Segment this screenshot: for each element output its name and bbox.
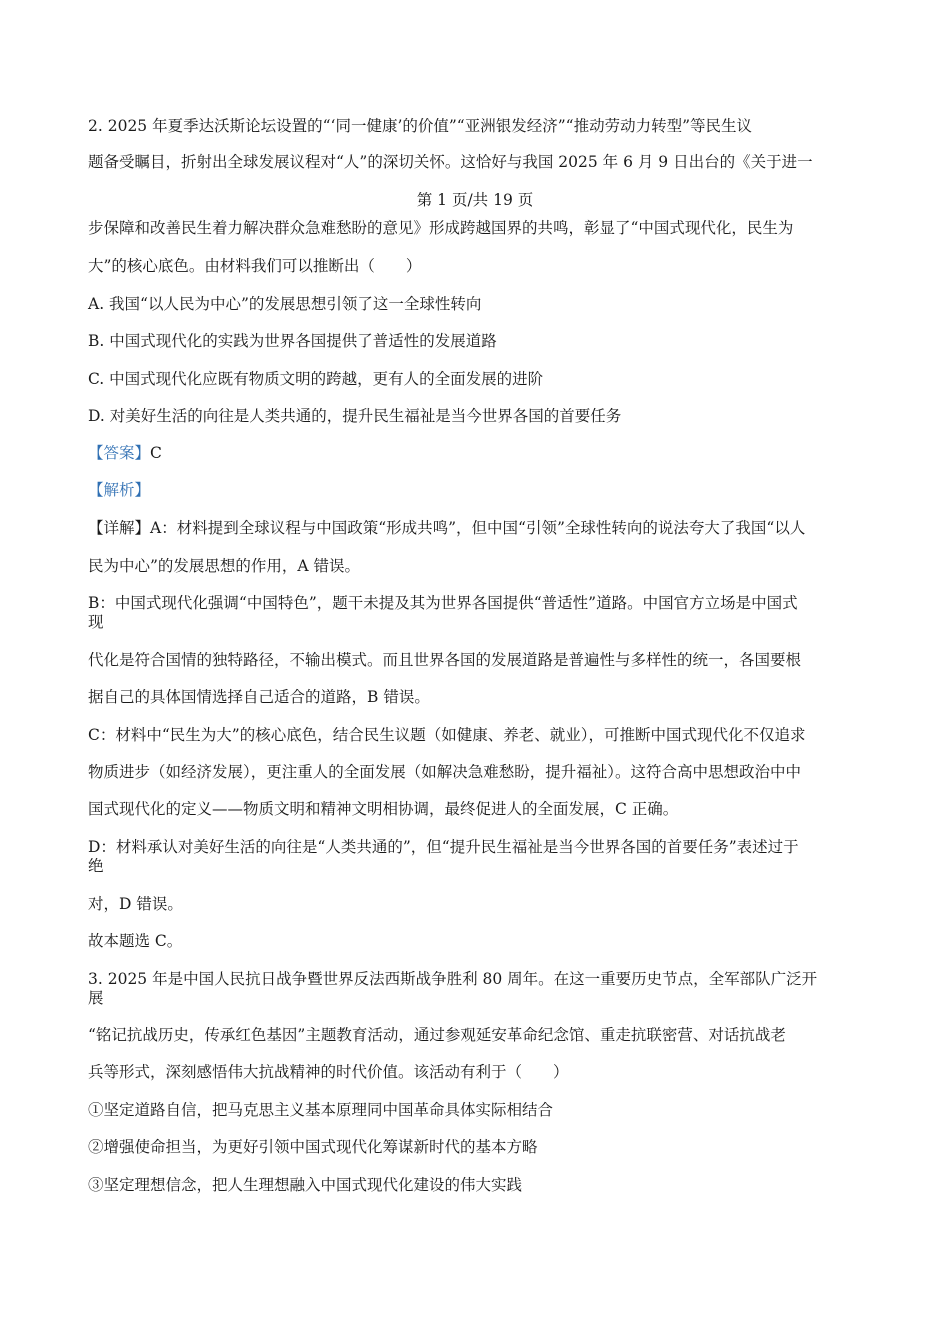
q2-option-c: C. 中国式现代化应既有物质文明的跨越，更有人的全面发展的进阶 [88,370,544,388]
q2-detail-line-3: B：中国式现代化强调“中国特色”，题干未提及其为世界各国提供“普适性”道路。中国官方立场是中国式 [88,594,798,612]
q3-stem-line-2: 展 [88,989,104,1007]
q2-answer [88,443,870,463]
q2-detail-line-9: 国式现代化的定义——物质文明和精神文明相协调，最终促进人的全面发展，C 正确。 [88,800,679,818]
q2-stem-line-1: 2. 2025 年夏季达沃斯论坛设置的“‘同一健康’的价值”“亚洲银发经济”“推动劳动力转型”等民生议 [88,117,752,135]
q2-option-a: A. 我国“以人民为中心”的发展思想引领了这一全球性转向 [88,295,482,313]
detail-tag: 【详解】 [88,519,151,537]
q2-option-b: B. 中国式现代化的实践为世界各国提供了普适性的发展道路 [88,332,497,350]
q2-analysis [88,480,870,500]
detail-text: A：材料提到全球议程与中国政策“形成共鸣”，但中国“引领”全球性转向的说法夸大了我国“以人 [150,519,806,537]
q2-option-d: D. 对美好生活的向往是人类共通的，提升民生福祉是当今世界各国的首要任务 [88,407,622,425]
q3-stem-line-3: “铭记抗战历史，传承红色基因”主题教育活动，通过参观延安革命纪念馆、重走抗联密营、对话抗战老 [88,1026,786,1044]
q3-item-3: ③坚定理想信念，把人生理想融入中国式现代化建设的伟大实践 [88,1176,523,1194]
q3-item-2: ②增强使命担当，为更好引领中国式现代化筹谋新时代的基本方略 [88,1138,538,1156]
q3-stem-line-4: 兵等形式，深刻感悟伟大抗战精神的时代价值。该活动有利于（ ） [88,1063,569,1081]
page-footer: 第 1 页/共 19 页 [416,191,534,209]
q2-detail-line-7: C：材料中“民生为大”的核心底色，结合民生议题（如健康、养老、就业），可推断中国式现代化不仅追求 [88,726,806,744]
q2-detail-line-5: 代化是符合国情的独特路径，不输出模式。而且世界各国的发展道路是普遍性与多样性的统一，各国要根 [88,651,802,669]
q2-detail-line-6: 据自己的具体国情选择自己适合的道路，B 错误。 [88,688,430,706]
q2-detail-line-12: 对，D 错误。 [88,895,183,913]
q3-stem-line-1: 3. 2025 年是中国人民抗日战争暨世界反法西斯战争胜利 80 周年。在这一重要历史节点，全军部队广泛开 [88,970,818,988]
answer-value: C [150,444,162,462]
q2-detail-line-11: 绝 [88,857,104,875]
q2-detail-line-4: 现 [88,613,104,631]
q2-stem-line-3: 步保障和改善民生着力解决群众急难愁盼的意见》形成跨越国界的共鸣，彰显了“中国式现代化，民生为 [88,219,794,237]
q2-detail-line-13: 故本题选 C。 [88,932,183,950]
q3-item-1: ①坚定道路自信，把马克思主义基本原理同中国革命具体实际相结合 [88,1101,554,1119]
q2-detail-line-10: D：材料承认对美好生活的向往是“人类共通的”，但“提升民生福祉是当今世界各国的首要任务”表述过于 [88,838,799,856]
analysis-tag: 【解析】 [88,481,151,499]
q2-stem-line-4: 大”的核心底色。由材料我们可以推断出（ ） [88,257,422,275]
q2-detail-line-8: 物质进步（如经济发展），更注重人的全面发展（如解决急难愁盼，提升福祉）。这符合高中思想政治中中 [88,763,802,781]
q2-detail-line-1 [88,518,870,538]
answer-tag: 【答案】 [88,444,151,462]
q2-detail-line-2: 民为中心”的发展思想的作用，A 错误。 [88,557,361,575]
q2-stem-line-2: 题备受瞩目，折射出全球发展议程对“人”的深切关怀。这恰好与我国 2025 年 6 月 9 日出台的《关于进一 [88,153,813,171]
